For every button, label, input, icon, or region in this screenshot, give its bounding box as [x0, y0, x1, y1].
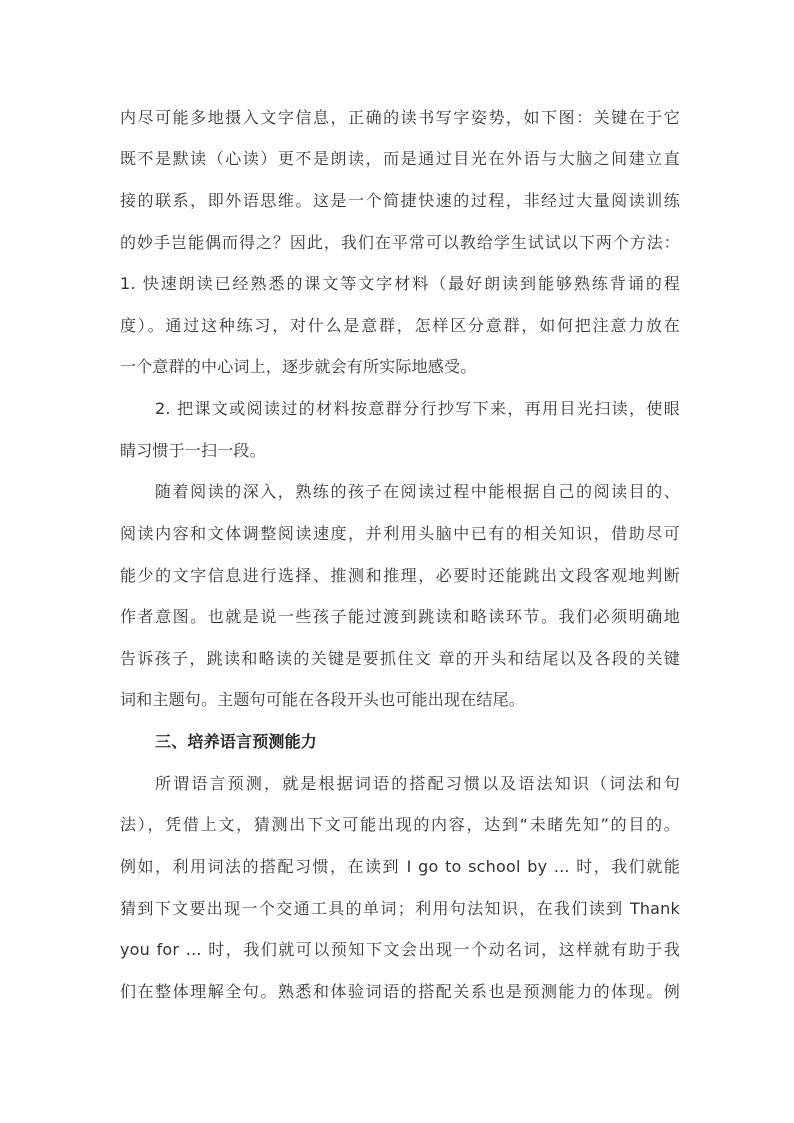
- text-line: 法），凭借上文，猜测出下文可能出现的内容，达到“未睹先知”的目的。: [120, 815, 680, 834]
- text-line: you for ... 时，我们就可以预知下文会出现一个动名词，这样就有助于我: [120, 940, 680, 959]
- section-heading: 三、培养语言预测能力: [155, 732, 318, 751]
- text-line: 一个意群的中心词上，逐步就会有所实际地感受。: [120, 357, 477, 376]
- text-line: 内尽可能多地摄入文字信息，正确的读书写字姿势，如下图：关键在于它: [120, 108, 680, 127]
- text-line: 作者意图。也就是说一些孩子能过渡到跳读和略读环节。我们必须明确地: [120, 607, 680, 626]
- text-line: 告诉孩子，跳读和略读的关键是要抓住文 章的开头和结尾以及各段的关键: [120, 649, 680, 668]
- text-line: 既不是默读（心读）更不是朗读，而是通过目光在外语与大脑之间建立直: [120, 149, 680, 168]
- text-line: 例如，利用词法的搭配习惯，在读到 I go to school by ... 时，我们就能: [120, 857, 680, 876]
- text-line: 睛习惯于一扫一段。: [120, 441, 266, 460]
- text-line: 2. 把课文或阅读过的材料按意群分行抄写下来，再用目光扫读，使眼: [155, 399, 680, 418]
- text-line: 词和主题句。主题句可能在各段开头也可能出现在结尾。: [120, 690, 526, 709]
- text-line: 随着阅读的深入，熟练的孩子在阅读过程中能根据自己的阅读目的、: [155, 482, 680, 501]
- text-line: 猜到下文要出现一个交通工具的单词；利用句法知识，在我们读到 Thank: [120, 899, 680, 918]
- text-line: 的妙手岂能偶而得之？因此，我们在平常可以教给学生试试以下两个方法：: [120, 233, 680, 252]
- text-line: 阅读内容和文体调整阅读速度，并利用头脑中已有的相关知识，借助尽可: [120, 524, 680, 543]
- text-line: 接的联系，即外语思维。这是一个简捷快速的过程，非经过大量阅读训练: [120, 191, 680, 210]
- text-line: 们在整体理解全句。熟悉和体验词语的搭配关系也是预测能力的体现。例: [120, 982, 680, 1001]
- text-line: 1. 快速朗读已经熟悉的课文等文字材料（最好朗读到能够熟练背诵的程: [120, 274, 680, 293]
- text-line: 所谓语言预测，就是根据词语的搭配习惯以及语法知识（词法和句: [155, 774, 680, 793]
- text-line: 能少的文字信息进行选择、推测和推理，必要时还能跳出文段客观地判断: [120, 566, 680, 585]
- text-line: 度）。通过这种练习，对什么是意群，怎样区分意群，如何把注意力放在: [120, 316, 680, 335]
